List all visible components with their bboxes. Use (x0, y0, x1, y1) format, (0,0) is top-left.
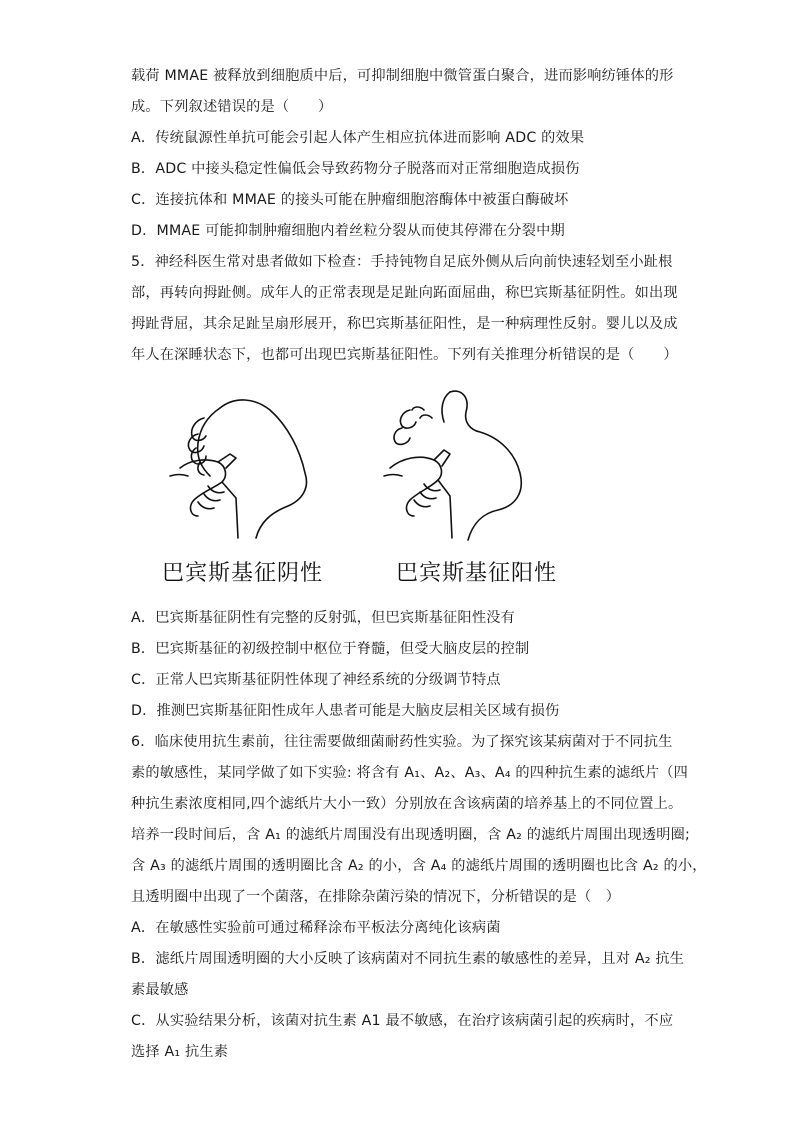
q4-stem-line-1: 载荷 MMAE 被释放到细胞质中后，可抑制细胞中微管蛋白聚合，进而影响纺锤体的形 (131, 68, 674, 84)
q5-option-d: D．推测巴宾斯基征阳性成年人患者可能是大脑皮层相关区域有损伤 (131, 703, 560, 719)
q4-option-a: A．传统鼠源性单抗可能会引起人体产生相应抗体进而影响 ADC 的效果 (131, 130, 585, 146)
q5-stem-line-3: 拇趾背屈，其余足趾呈扇形展开，称巴宾斯基征阳性，是一种病理性反射。婴儿以及成 (131, 316, 678, 332)
babinski-illustration (160, 388, 580, 558)
q5-option-c: C．正常人巴宾斯基征阴性体现了神经系统的分级调节特点 (131, 672, 501, 688)
q6-stem-line-2: 素的敏感性，某同学做了如下实验: 将含有 A₁、A₂、A₃、A₄ 的四种抗生素的滤纸片（四 (131, 765, 689, 781)
q6-stem-line-6: 且透明圈中出现了一个菌落，在排除杂菌污染的情况下，分析错误的是（ ） (131, 889, 621, 905)
q6-stem-line-1: 6．临床使用抗生素前，往往需要做细菌耐药性实验。为了探究该某病菌对于不同抗生 (131, 734, 673, 750)
q6-option-b-line-2: 素最敏感 (131, 982, 189, 998)
q4-option-c: C．连接抗体和 MMAE 的接头可能在肿瘤细胞溶酶体中被蛋白酶破坏 (131, 192, 569, 208)
babinski-figure (160, 388, 580, 598)
foot-positive-drawing (384, 391, 521, 540)
q6-option-c-line-1: C．从实验结果分析，该菌对抗生素 A1 最不敏感，在治疗该病菌引起的疾病时，不应 (131, 1013, 674, 1029)
q5-stem-line-2: 部，再转向拇趾侧。成年人的正常表现是足趾向跖面屈曲，称巴宾斯基征阴性。如出现 (131, 285, 678, 301)
q6-stem-line-3: 种抗生素浓度相同,四个滤纸片大小一致）分别放在含该病菌的培养基上的不同位置上。 (131, 796, 683, 812)
q5-option-b: B．巴宾斯基征的初级控制中枢位于脊髓，但受大脑皮层的控制 (131, 641, 530, 657)
q6-option-a: A．在敏感性实验前可通过稀释涂布平板法分离纯化该病菌 (131, 920, 501, 936)
q4-stem-line-2: 成。下列叙述错误的是（ ） (131, 99, 333, 115)
q5-option-a: A．巴宾斯基征阴性有完整的反射弧，但巴宾斯基征阳性没有 (131, 610, 515, 626)
q6-option-c-line-2: 选择 A₁ 抗生素 (131, 1044, 229, 1060)
q4-option-d: D．MMAE 可能抑制肿瘤细胞内着丝粒分裂从而使其停滞在分裂中期 (131, 223, 565, 239)
q6-stem-line-5: 含 A₃ 的滤纸片周围的透明圈比含 A₂ 的小，含 A₄ 的滤纸片周围的透明圈也比含 A₂ 的小， (131, 858, 707, 874)
caption-babinski-negative: 巴宾斯基征阴性 (162, 561, 324, 586)
q6-stem-line-4: 培养一段时间后，含 A₁ 的滤纸片周围没有出现透明圈，含 A₂ 的滤纸片周围出现透明圈; (131, 827, 690, 843)
q4-option-b: B．ADC 中接头稳定性偏低会导致药物分子脱落而对正常细胞造成损伤 (131, 161, 580, 177)
caption-babinski-positive: 巴宾斯基征阳性 (396, 561, 558, 586)
q5-stem-line-1: 5．神经科医生常对患者做如下检查：手持钝物自足底外侧从后向前快速轻划至小趾根 (131, 254, 673, 270)
q5-stem-line-4: 年人在深睡状态下，也都可出现巴宾斯基征阳性。下列有关推理分析错误的是（ ） (131, 347, 678, 363)
q6-option-b-line-1: B．滤纸片周围透明圈的大小反映了该病菌对不同抗生素的敏感性的差异，且对 A₂ 抗生 (131, 951, 685, 967)
foot-negative-drawing (170, 400, 306, 538)
